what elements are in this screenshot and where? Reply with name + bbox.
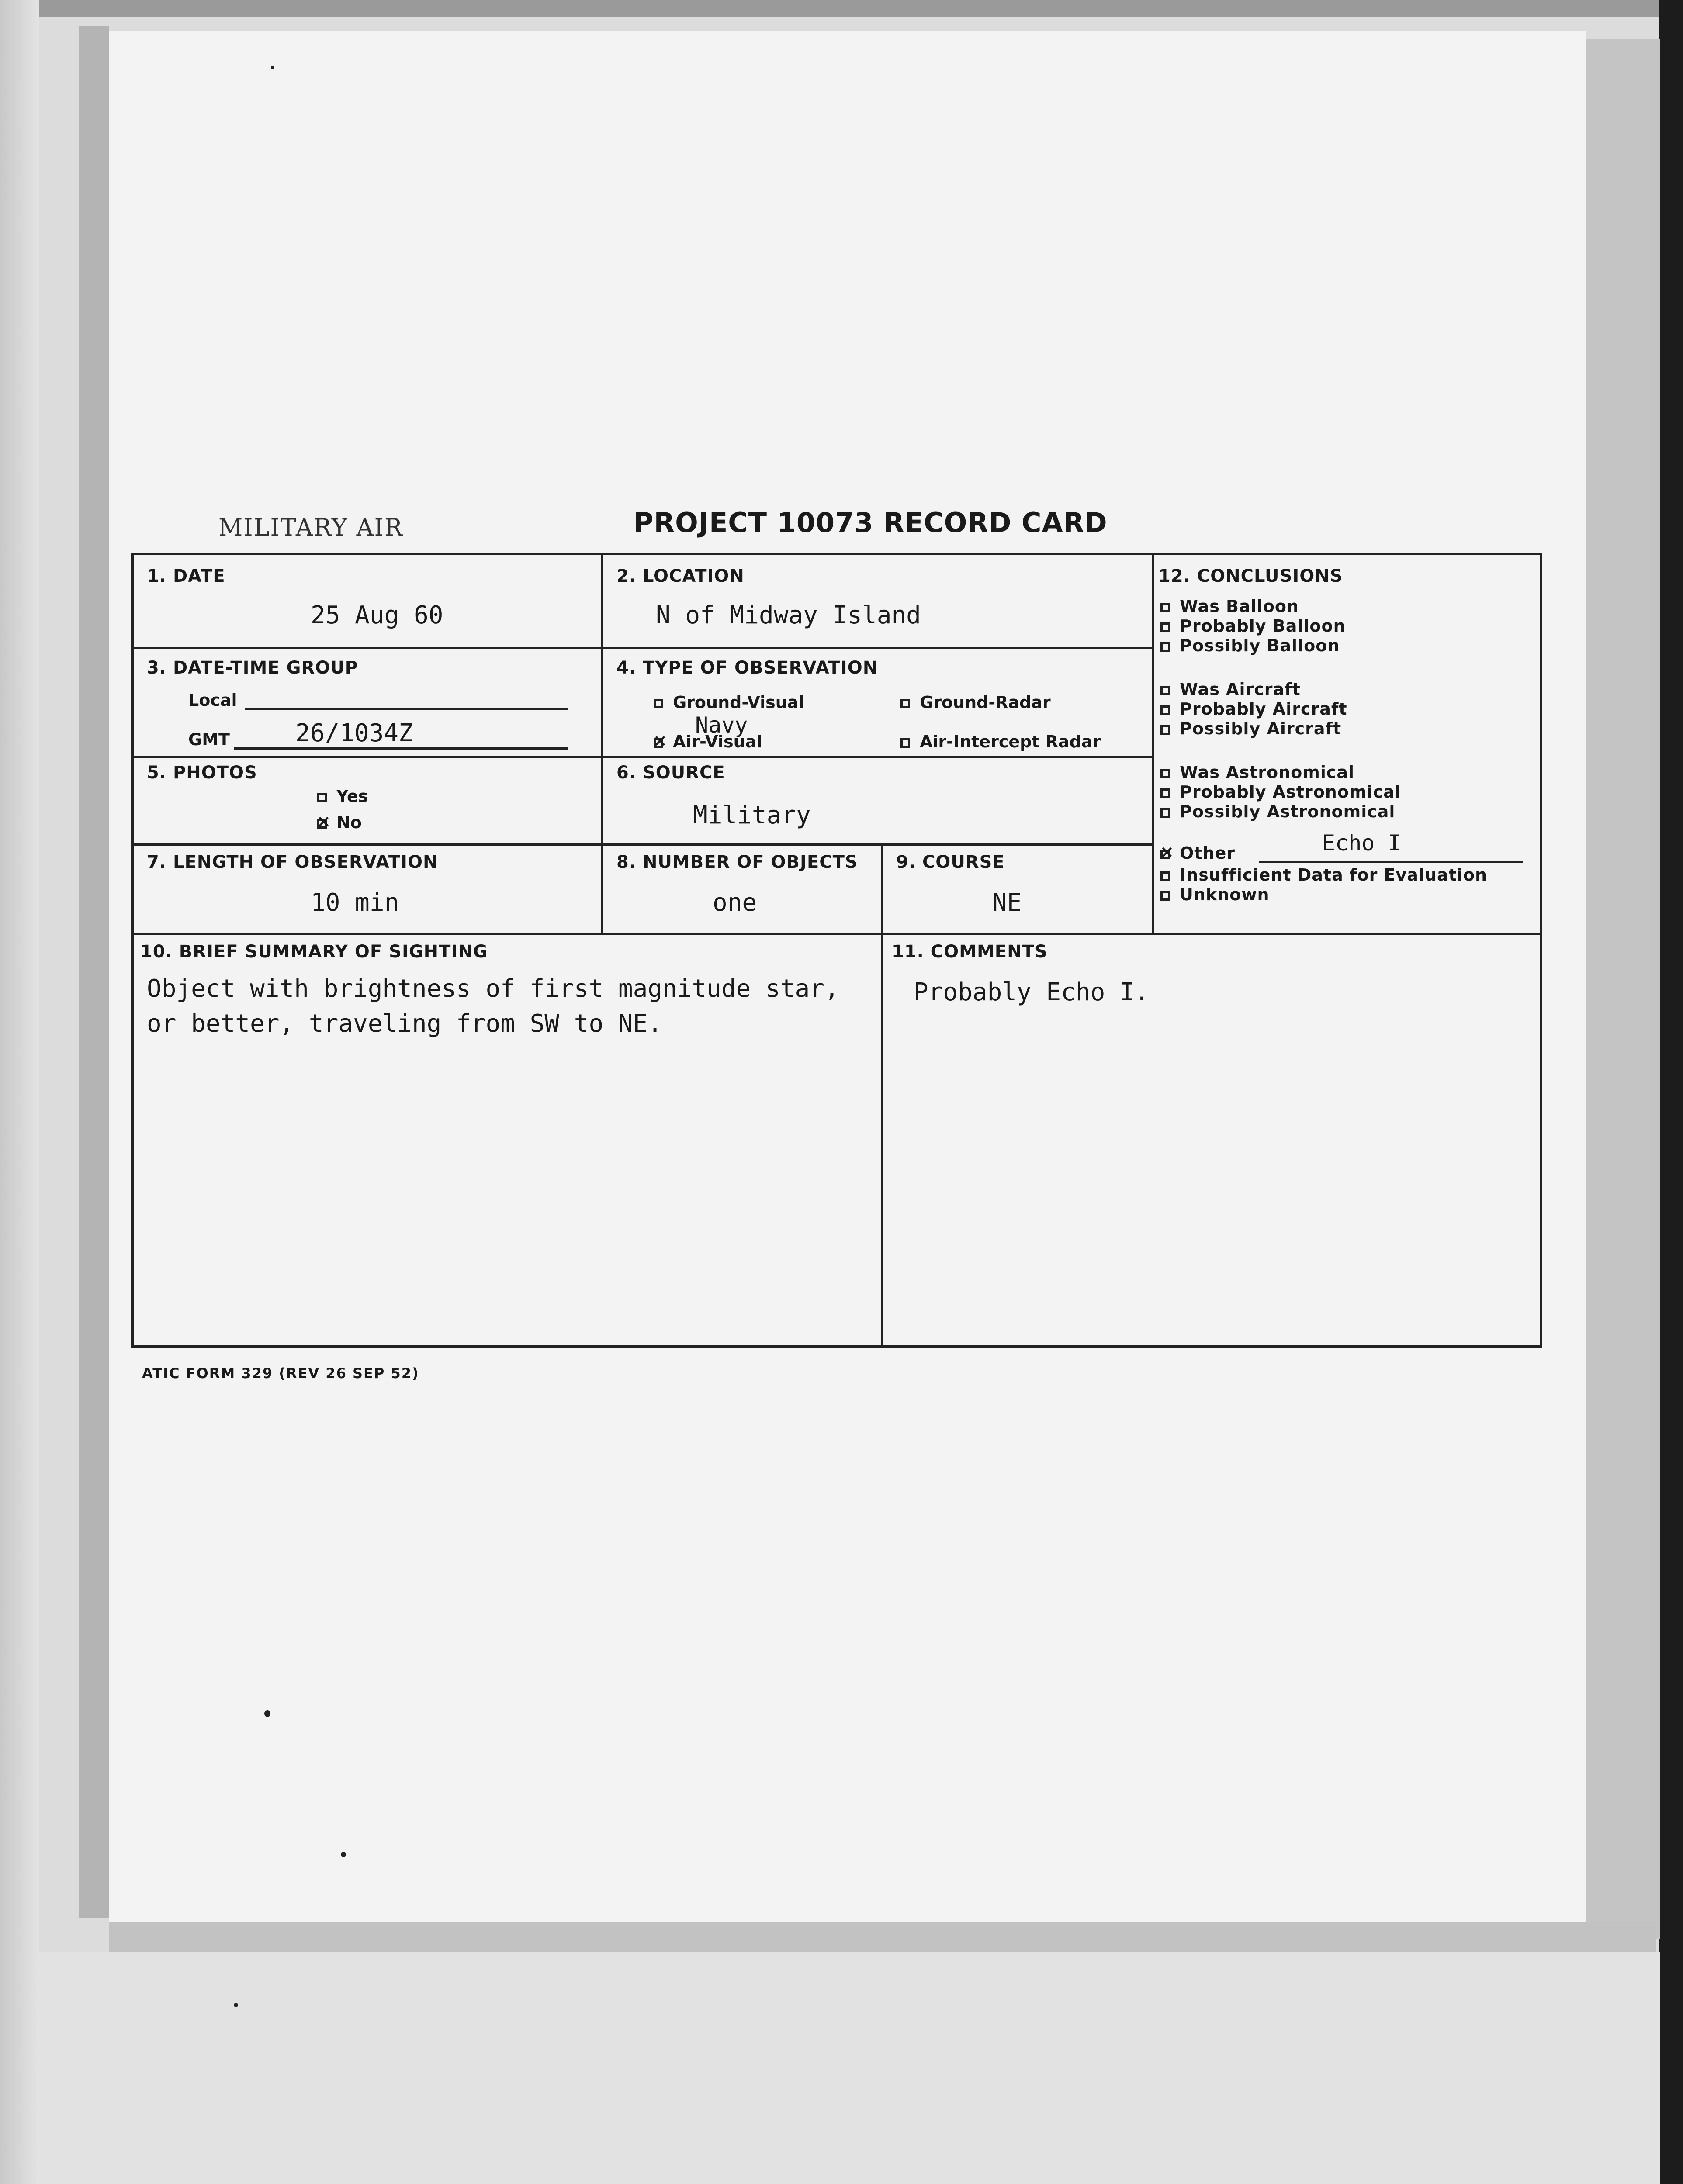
- divider-v2: [881, 843, 883, 933]
- comments-label: 11. COMMENTS: [892, 942, 1048, 962]
- option-air-intercept-radar: Air-Intercept Radar: [900, 732, 1101, 751]
- gmt-value: 26/1034Z: [295, 719, 413, 747]
- source-label: 6. SOURCE: [616, 763, 725, 783]
- number-of-objects-value: one: [713, 888, 757, 917]
- divider-v4: [881, 933, 883, 1346]
- form-number: ATIC FORM 329 (REV 26 SEP 52): [142, 1365, 419, 1382]
- conclusion-was-aircraft: Was Aircraft: [1160, 680, 1301, 699]
- conclusion-other: ×Other: [1160, 843, 1235, 863]
- dust-speck: [341, 1852, 346, 1857]
- divider-v3: [1152, 555, 1154, 933]
- local-underline: [245, 708, 568, 710]
- option-photos-no: ×No: [317, 813, 362, 832]
- conclusion-other-value: Echo I: [1322, 830, 1401, 856]
- checkbox-icon: [900, 738, 910, 748]
- observer-annotation: Navy: [695, 712, 748, 738]
- checkbox-icon: [1160, 891, 1170, 901]
- checkbox-icon: [1160, 642, 1170, 652]
- divider-h2: [134, 756, 1152, 758]
- conclusion-probably-aircraft: Probably Aircraft: [1160, 699, 1347, 719]
- option-air-visual: ×Air-Visual: [654, 732, 762, 751]
- checkbox-icon: [1160, 622, 1170, 632]
- checkbox-icon: [1160, 603, 1170, 612]
- photos-label: 5. PHOTOS: [147, 763, 257, 783]
- summary-line-1: Object with brightness of first magnitude star,: [147, 975, 839, 1003]
- card-title: PROJECT 10073 RECORD CARD: [634, 507, 1108, 539]
- other-underline: [1259, 861, 1523, 863]
- checkbox-icon: [1160, 808, 1170, 818]
- film-frame-top: [0, 0, 1683, 17]
- conclusion-possibly-balloon: Possibly Balloon: [1160, 636, 1340, 655]
- conclusions-label: 12. CONCLUSIONS: [1158, 566, 1343, 586]
- checkbox-icon: [1160, 871, 1170, 881]
- sheet-right-shadow: [1586, 39, 1660, 1939]
- conclusion-possibly-aircraft: Possibly Aircraft: [1160, 719, 1341, 738]
- conclusion-probably-astronomical: Probably Astronomical: [1160, 782, 1401, 802]
- course-value: NE: [992, 888, 1022, 917]
- sheet-left-shadow: [79, 26, 109, 1918]
- comments-value: Probably Echo I.: [914, 978, 1150, 1006]
- location-value: N of Midway Island: [656, 601, 921, 629]
- checkbox-icon: [317, 793, 327, 802]
- option-photos-yes: Yes: [317, 787, 368, 806]
- dust-speck: [234, 2003, 238, 2007]
- conclusion-insufficient-data: Insufficient Data for Evaluation: [1160, 865, 1487, 885]
- divider-h3: [134, 843, 1152, 846]
- checked-box-icon: [317, 819, 327, 829]
- checkbox-icon: [654, 699, 663, 708]
- sheet-bottom-shadow: [109, 1922, 1656, 1952]
- gmt-underline: [234, 747, 568, 750]
- option-ground-visual: Ground-Visual: [654, 693, 804, 712]
- date-label: 1. DATE: [147, 566, 225, 586]
- checkbox-icon: [900, 699, 910, 708]
- conclusion-was-astronomical: Was Astronomical: [1160, 763, 1354, 782]
- record-card: [131, 553, 1542, 1348]
- course-label: 9. COURSE: [896, 852, 1005, 872]
- film-lower-area: [39, 1952, 1660, 2184]
- checkbox-icon: [1160, 705, 1170, 715]
- divider-v1: [601, 555, 603, 933]
- checkbox-icon: [1160, 725, 1170, 735]
- checked-box-icon: [654, 738, 663, 748]
- date-value: 25 Aug 60: [311, 601, 443, 629]
- classification-note: MILITARY AIR: [218, 514, 403, 541]
- divider-h1: [134, 647, 1152, 649]
- local-label: Local: [188, 691, 237, 710]
- checkbox-icon: [1160, 788, 1170, 798]
- checkbox-icon: [1160, 769, 1170, 778]
- source-value: Military: [693, 801, 811, 829]
- film-frame-right: [1659, 0, 1683, 2184]
- conclusion-probably-balloon: Probably Balloon: [1160, 616, 1346, 636]
- dust-speck: [264, 1710, 270, 1717]
- summary-line-2: or better, traveling from SW to NE.: [147, 1009, 663, 1038]
- checked-box-icon: [1160, 850, 1170, 859]
- number-of-objects-label: 8. NUMBER OF OBJECTS: [616, 852, 858, 872]
- dust-speck: [271, 66, 274, 69]
- type-of-observation-label: 4. TYPE OF OBSERVATION: [616, 658, 878, 678]
- conclusion-unknown: Unknown: [1160, 885, 1270, 904]
- date-time-group-label: 3. DATE-TIME GROUP: [147, 658, 358, 678]
- film-frame-left: [0, 0, 39, 2184]
- checkbox-icon: [1160, 686, 1170, 695]
- length-of-observation-label: 7. LENGTH OF OBSERVATION: [147, 852, 438, 872]
- conclusion-possibly-astronomical: Possibly Astronomical: [1160, 802, 1395, 821]
- option-ground-radar: Ground-Radar: [900, 693, 1051, 712]
- conclusion-was-balloon: Was Balloon: [1160, 597, 1299, 616]
- divider-h4: [134, 933, 1541, 935]
- location-label: 2. LOCATION: [616, 566, 745, 586]
- brief-summary-label: 10. BRIEF SUMMARY OF SIGHTING: [140, 942, 488, 962]
- gmt-label: GMT: [188, 730, 230, 749]
- length-of-observation-value: 10 min: [311, 888, 399, 917]
